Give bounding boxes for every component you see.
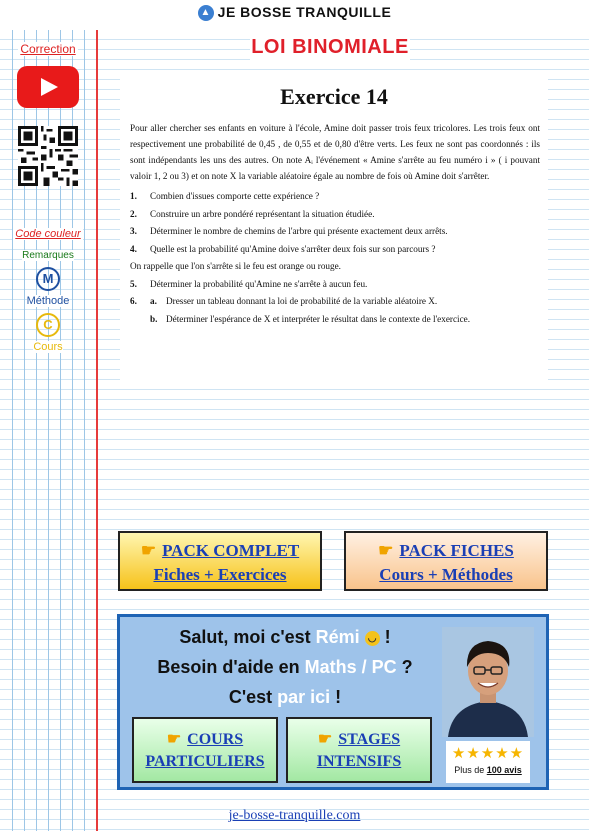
promo-name: Rémi xyxy=(315,627,360,647)
margin-line xyxy=(96,0,98,831)
methode-badge-icon: M xyxy=(36,267,60,291)
cours-line1: COURS xyxy=(187,731,244,748)
subquestion-label: a. xyxy=(150,296,157,306)
stars-icon: ★★★★★ xyxy=(451,745,525,762)
question-text: Combien d'issues comporte cette expérience ? xyxy=(150,191,320,201)
pack-fiches-button[interactable] xyxy=(344,531,548,591)
reviews-number: 100 avis xyxy=(486,765,522,775)
cours-label: Cours xyxy=(33,341,63,353)
question-list xyxy=(130,188,540,328)
brand-title xyxy=(0,4,589,21)
footer-link[interactable]: je-bosse-tranquille.com xyxy=(228,808,361,823)
smiley-icon: ◡ xyxy=(365,631,380,646)
pack-complet-line2: Fiches + Exercices xyxy=(153,565,287,584)
question-item xyxy=(130,223,540,241)
promo-greeting xyxy=(120,627,450,648)
cours-line2: PARTICULIERS xyxy=(145,753,265,770)
question-number: 1. xyxy=(130,191,137,201)
pack-complet-line1: PACK COMPLET xyxy=(162,541,300,560)
exercise-intro xyxy=(130,120,540,184)
question-item xyxy=(130,276,540,294)
subquestion-label: b. xyxy=(150,313,158,324)
stages-line1: STAGES xyxy=(338,731,401,748)
stages-intensifs-button[interactable] xyxy=(286,717,432,783)
reviews-prefix: Plus de xyxy=(454,765,487,775)
chapter-title: LOI BINOMIALE xyxy=(250,36,410,66)
promo-text: ! xyxy=(330,687,342,707)
question-text: Déterminer le nombre de chemins de l'arbre qui présente exactement deux arrêts. xyxy=(150,226,448,236)
question-text: Construire un arbre pondéré représentant la situation étudiée. xyxy=(150,208,375,219)
question-number: 5. xyxy=(130,278,137,289)
question-text: Quelle est la probabilité qu'Amine doive s'arrêter deux fois sur son parcours ? xyxy=(150,243,436,254)
question-number: 2. xyxy=(130,208,137,219)
question-number: 3. xyxy=(130,226,137,236)
tutoring-promo xyxy=(117,614,549,790)
pack-fiches-line1: PACK FICHES xyxy=(399,541,514,560)
question-6b xyxy=(150,311,470,329)
correction-label: Correction xyxy=(20,42,76,56)
promo-cta xyxy=(120,687,450,708)
cours-badge-icon: C xyxy=(36,313,60,337)
promo-link[interactable]: par ici xyxy=(277,687,331,707)
question-item xyxy=(130,241,540,259)
question-6-parts xyxy=(150,293,470,328)
intro-paragraph-2: On note Aᵢ l'événement « Amine s'arrête au feu numéro i » ( i pouvant valoir 1, 2 ou 3) et on note X la variable aléatoire égale au nombre de fois où Amine doit s'arrêter. xyxy=(130,155,540,181)
promo-text: ? xyxy=(396,657,413,677)
top-bar xyxy=(0,0,589,30)
intro-paragraph-1: Pour aller chercher ses enfants en voiture à l'école, Amine doit passer trois feux tricolores. Les trois feux ont respectivement une probabilité de 0,45 , de 0,55 et de 0,80 d'être verts. Les feux ne sont pas coordonnés : ils sont indépendants les uns des autres. xyxy=(130,123,540,165)
brand-text: JE BOSSE TRANQUILLE xyxy=(217,4,392,20)
question-number: 4. xyxy=(130,243,137,254)
pointing-hand-icon: ☛ xyxy=(166,731,182,748)
qr-code-icon[interactable] xyxy=(18,126,78,186)
question-item xyxy=(130,293,540,328)
cours-particuliers-button[interactable] xyxy=(132,717,278,783)
promo-question xyxy=(120,657,450,678)
pack-fiches-line2: Cours + Méthodes xyxy=(379,565,513,584)
tutor-photo xyxy=(442,627,534,737)
question-6a xyxy=(150,293,470,311)
stages-line2: INTENSIFS xyxy=(316,753,402,770)
remarques-label: Remarques xyxy=(22,250,74,261)
methode-label: Méthode xyxy=(26,295,70,307)
question-item xyxy=(130,188,540,206)
promo-text: Salut, moi c'est xyxy=(179,627,316,647)
pack-complet-button[interactable] xyxy=(118,531,322,591)
youtube-play-icon[interactable] xyxy=(17,66,79,108)
subquestion-text: Dresser un tableau donnant la loi de probabilité de la variable aléatoire X. xyxy=(166,296,438,306)
rocket-icon: ▲ xyxy=(198,5,214,21)
code-couleur-label: Code couleur xyxy=(15,228,81,240)
reviews-count xyxy=(446,765,530,775)
exercise-title: Exercice 14 xyxy=(280,84,388,109)
exercise-card xyxy=(120,78,548,380)
promo-subject: Maths / PC xyxy=(304,657,397,677)
promo-text: Besoin d'aide en xyxy=(157,657,305,677)
pointing-hand-icon: ☛ xyxy=(378,541,394,560)
rating-box xyxy=(446,741,530,783)
question-item xyxy=(130,206,540,224)
promo-text: ! xyxy=(379,627,391,647)
sidebar xyxy=(8,40,88,355)
pointing-hand-icon: ☛ xyxy=(317,731,333,748)
pointing-hand-icon: ☛ xyxy=(140,541,157,560)
question-text: Déterminer la probabilité qu'Amine ne s'arrête à aucun feu. xyxy=(150,278,368,289)
subquestion-text: Déterminer l'espérance de X et interpréter le résultat dans le contexte de l'exercice. xyxy=(166,313,471,324)
promo-text: C'est xyxy=(228,687,278,707)
question-number: 6. xyxy=(130,296,137,306)
reminder-text: On rappelle que l'on s'arrête si le feu est orange ou rouge. xyxy=(130,261,341,271)
